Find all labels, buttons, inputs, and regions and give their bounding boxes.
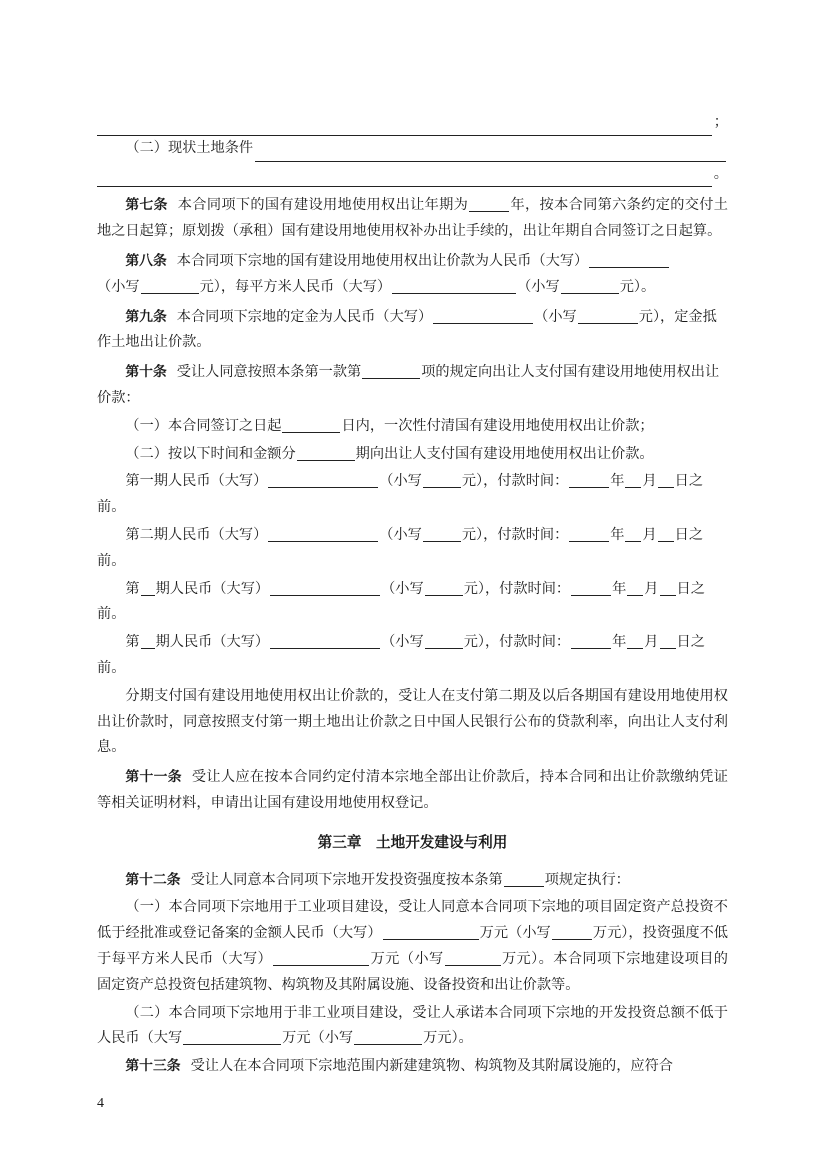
text: （小写 (379, 473, 422, 490)
installment-row (97, 523, 728, 575)
text: 受让人同意按照本条第一款第 (176, 364, 362, 381)
blank-line-top (97, 110, 728, 136)
text: （一）本合同签订之日起 (125, 417, 282, 434)
article-7 (97, 193, 728, 245)
blank-amount (354, 1029, 422, 1045)
fill-rule (97, 169, 712, 187)
blank-day (660, 633, 676, 649)
blank-amount (589, 252, 669, 268)
punct: 。 (713, 165, 728, 182)
text: 本合同项下的国有建设用地使用权出让年期为 (177, 197, 469, 214)
blank-amount (425, 633, 463, 649)
blank-year (569, 472, 609, 488)
article-label: 第十二条 (125, 871, 181, 888)
text: 日之前。 (97, 526, 704, 569)
blank-amount (270, 580, 380, 596)
text: 万元（小写 (479, 925, 551, 942)
text: 项规定执行： (544, 871, 630, 888)
blank-amount (578, 308, 638, 324)
text: 万元（小写 (282, 1030, 354, 1047)
blank-years (469, 196, 509, 212)
article-label: 第八条 (125, 252, 167, 269)
punct: ； (713, 114, 728, 130)
text: 元），定金抵作土地出让价款。 (97, 308, 717, 351)
blank-period-no (141, 580, 155, 596)
article-label: 第九条 (125, 308, 167, 325)
blank-days (282, 417, 340, 433)
text: 受让人应在按本合同约定付清本宗地全部出让价款后，持本合同和出让价款缴纳凭证等相关证明材料，申请出让国有建设用地使用权登记。 (97, 769, 728, 811)
text: 月 (644, 634, 659, 651)
text: 元），付款时间： (463, 634, 571, 651)
text: 日内，一次性付清国有建设用地使用权出让价款； (341, 417, 654, 434)
blank-amount (392, 278, 516, 294)
article-13 (97, 1054, 728, 1080)
text: 月 (642, 526, 657, 543)
text: 元），付款时间： (461, 473, 569, 490)
text: 元），每平方米人民币（大写） (199, 278, 392, 295)
blank-month (625, 472, 641, 488)
installment-row (97, 469, 728, 521)
land-condition-label: （二）现状土地条件 (125, 139, 254, 156)
blank-amount (433, 308, 533, 324)
blank-line-cond (97, 162, 728, 188)
text: （小写 (381, 634, 424, 651)
blank-period-no (141, 633, 155, 649)
text: （小写 (379, 526, 422, 543)
fill-rule (97, 118, 712, 136)
text: 年 (612, 634, 627, 651)
blank-amount (268, 472, 378, 488)
text: 日之前。 (97, 473, 704, 516)
blank-amount (273, 950, 369, 966)
blank-month (627, 580, 643, 596)
article-10-item-2 (97, 442, 728, 468)
article-12-item-1 (97, 895, 728, 998)
text: 元），付款时间： (463, 580, 571, 597)
installment-row (97, 630, 728, 682)
blank-periods (297, 445, 355, 461)
text: （小写 (517, 278, 560, 295)
article-label: 第七条 (125, 197, 168, 214)
blank-item (362, 363, 420, 379)
blank-amount (561, 278, 619, 294)
blank-day (660, 580, 676, 596)
blank-year (571, 633, 611, 649)
blank-amount (425, 580, 463, 596)
land-condition-line (97, 136, 728, 162)
blank-amount (445, 950, 501, 966)
text: 第 (125, 580, 140, 597)
text: 受让人在本合同项下宗地范围内新建建筑物、构筑物及其附属设施的，应符合 (190, 1058, 673, 1075)
blank-amount (383, 924, 479, 940)
text: 日之前。 (97, 580, 705, 623)
blank-amount (183, 1029, 281, 1045)
text: 受让人同意本合同项下宗地开发投资强度按本条第 (190, 871, 503, 888)
chapter-title: 第三章 土地开发建设与利用 (317, 833, 508, 851)
text: 本合同项下宗地的国有建设用地使用权出让价款为人民币（大写） (176, 252, 589, 269)
text: 年 (610, 473, 625, 490)
fill-rule (255, 144, 726, 162)
blank-amount (141, 278, 199, 294)
page-number: 4 (97, 1096, 104, 1111)
blank-amount (423, 472, 461, 488)
article-label: 第十条 (125, 364, 167, 381)
text: 期人民币（大写） (155, 634, 270, 651)
article-10-item-1 (97, 414, 728, 440)
blank-month (627, 633, 643, 649)
text: 第一期人民币（大写） (125, 473, 268, 490)
text: （一）本合同项下宗地用于工业项目建设，受让人同意本合同项下宗地的项目固定资产总投资不低于经批准或登记备案的金额人民币（大写） (97, 899, 728, 942)
text: 期人民币（大写） (155, 580, 270, 597)
article-8 (97, 249, 728, 301)
article-12 (97, 868, 728, 894)
text: 日之前。 (97, 634, 705, 676)
text: 月 (644, 580, 659, 597)
blank-amount (423, 526, 461, 542)
article-12-item-2 (97, 1001, 728, 1053)
text: （二）按以下时间和金额分 (125, 445, 296, 462)
text: 万元）。 (423, 1030, 473, 1047)
document-page (97, 110, 728, 1080)
text: 元）。 (619, 278, 656, 295)
interest-paragraph: 分期支付国有建设用地使用权出让价款的，受让人在支付第二期及以后各期国有建设用地使用权出让价款时，同意按照支付第一期土地出让价款之日中国人民银行公布的贷款利率，向出让人支付利息。 (97, 687, 728, 756)
installment-row (97, 577, 728, 629)
article-label: 第十一条 (125, 769, 182, 786)
article-11 (97, 765, 728, 817)
text: （小写 (381, 580, 424, 597)
text: （二）本合同项下宗地用于非工业项目建设，受让人承诺本合同项下宗地的开发投资总额不低于人民币（大写 (97, 1004, 728, 1047)
article-9 (97, 305, 728, 357)
text: 万元），投资强度不低于每平方米人民币（大写） (97, 925, 728, 967)
text: 期向出让人支付国有建设用地使用权出让价款。 (355, 445, 654, 462)
blank-year (571, 580, 611, 596)
blank-day (658, 472, 674, 488)
text: 月 (642, 473, 657, 490)
blank-amount (270, 633, 380, 649)
blank-month (625, 526, 641, 542)
text: 本合同项下宗地的定金为人民币（大写） (176, 308, 433, 325)
blank-day (658, 526, 674, 542)
text: （小写 (97, 278, 140, 295)
text: 年 (610, 526, 625, 543)
blank-item (504, 871, 544, 887)
article-10 (97, 360, 728, 412)
blank-year (569, 526, 609, 542)
text: 年 (612, 580, 627, 597)
blank-amount (552, 924, 592, 940)
text: 万元）。本合同项下宗地建设项目的固定资产总投资包括建筑物、构筑物及其附属设施、设备投资和出让价款等。 (97, 950, 728, 993)
text: （小写 (534, 308, 577, 325)
text: 元），付款时间： (461, 526, 569, 543)
text: 项的规定向出让人支付国有建设用地使用权出让价款： (97, 364, 720, 406)
text: 第二期人民币（大写） (125, 526, 268, 543)
text: 年，按本合同第六条约定的交付土地之日起算；原划拨（承租）国有建设用地使用权补办出让手续的，出让年期自合同签订之日起算。 (97, 197, 728, 240)
blank-amount (268, 526, 378, 542)
article-label: 第十三条 (125, 1058, 181, 1075)
text: 第 (125, 634, 140, 651)
text: 万元（小写 (370, 950, 444, 967)
